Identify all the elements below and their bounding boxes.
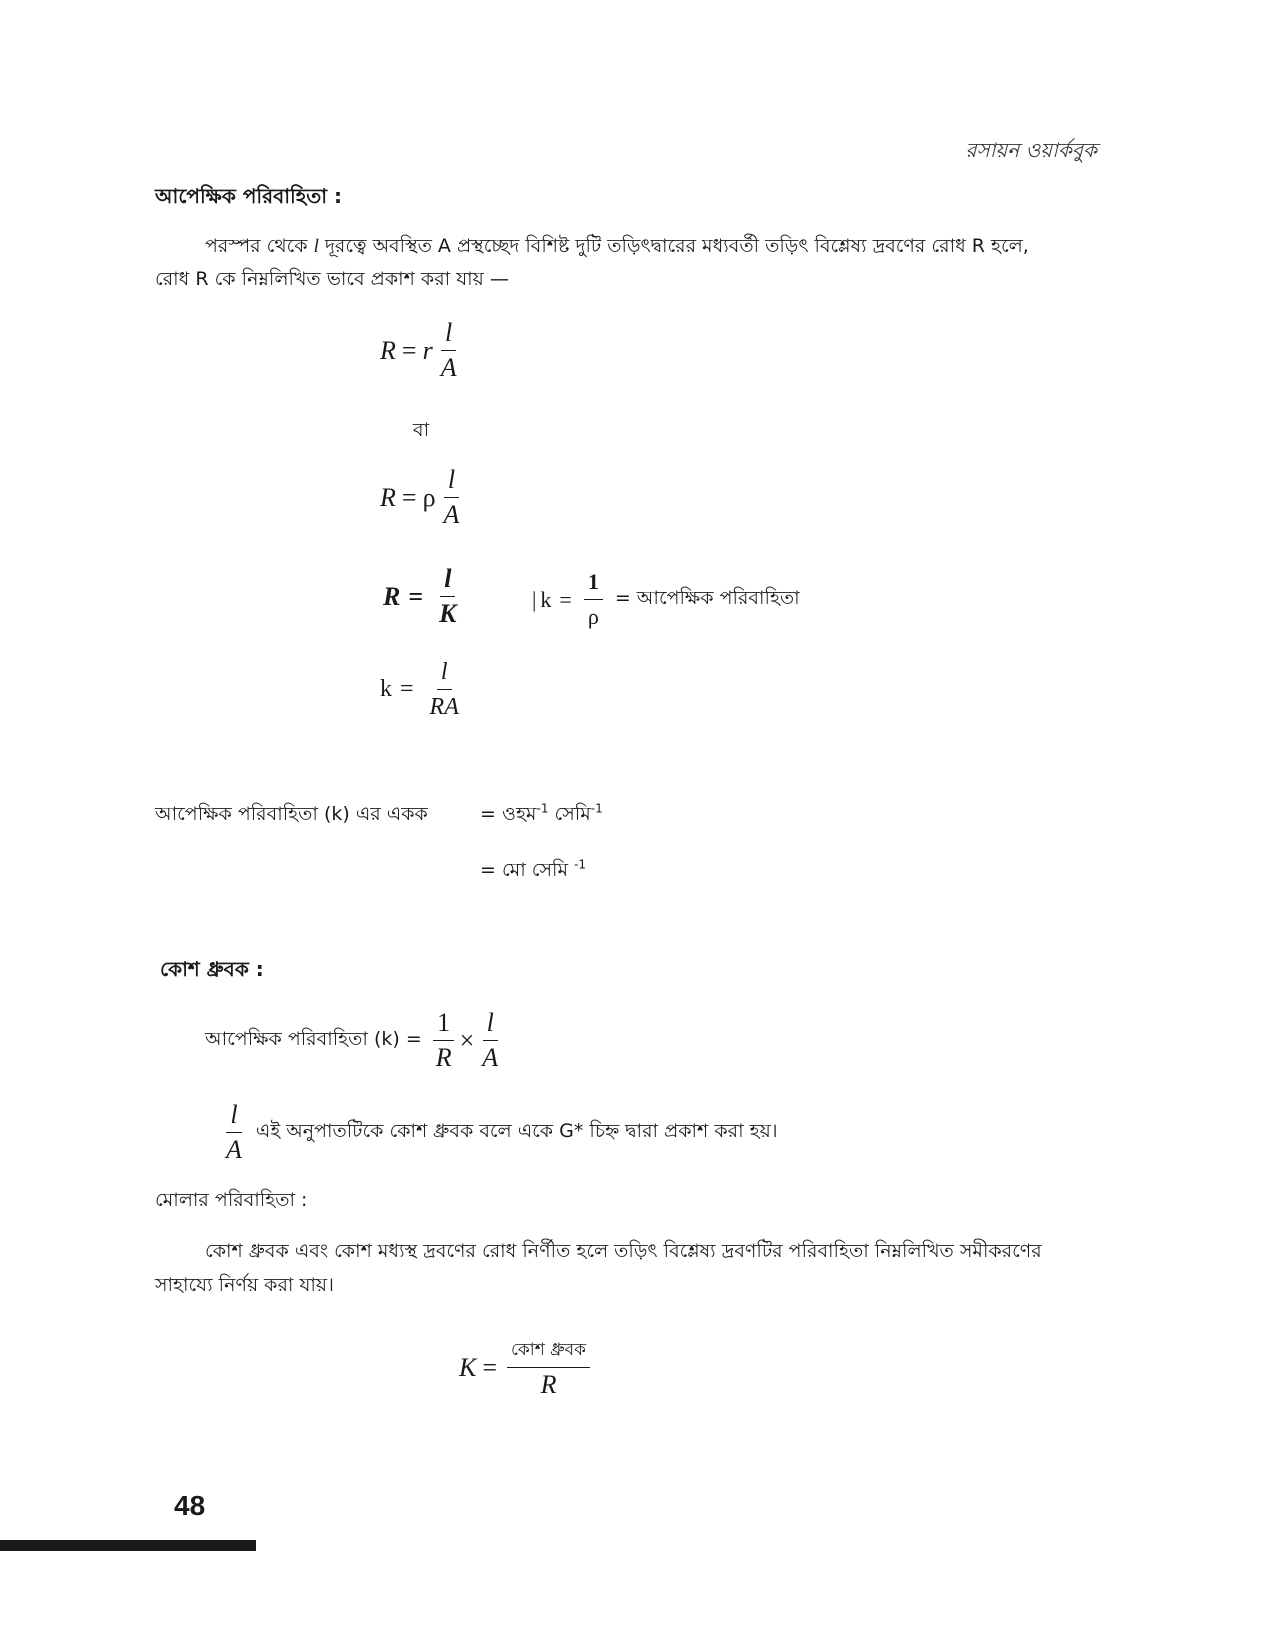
- paragraph-text: দূরত্বে অবস্থিত A প্রস্থচ্ছেদ বিশিষ্ট দুটি তড়িৎদ্বারের মধ্যবর্তী তড়িৎ বিশ্লেষ্য দ্রবণের রোধ R হলে,: [318, 235, 1029, 257]
- section-heading-cell-constant: কোশ ধ্রুবক :: [160, 957, 264, 981]
- unit-text: = মো সেমি: [480, 859, 575, 881]
- fraction: [426, 657, 463, 722]
- denominator: R: [540, 1370, 557, 1399]
- eq-label: আপেক্ষিক পরিবাহিতা (k) =: [205, 1027, 422, 1050]
- unit-label: আপেক্ষিক পরিবাহিতা (k) এর একক: [155, 803, 428, 825]
- denominator: ρ: [587, 604, 599, 629]
- superscript: -1: [536, 801, 549, 816]
- eq-sign: =: [482, 1352, 498, 1382]
- fraction: [435, 564, 460, 629]
- eq-sign: =: [401, 335, 417, 365]
- unit-text: = ওহম: [480, 803, 537, 825]
- eq-lhs: R: [380, 482, 396, 512]
- eq-sign: =: [559, 586, 572, 612]
- page-number: 48: [174, 1490, 206, 1521]
- equation-k-definition: [532, 567, 800, 632]
- ratio-statement: [218, 1100, 778, 1165]
- denominator: A: [440, 353, 457, 382]
- denominator: K: [439, 599, 457, 628]
- running-header: রসায়ন ওয়ার্কবুক: [965, 138, 1097, 162]
- eq-sign: =: [401, 482, 417, 512]
- eq-lhs: K: [459, 1352, 477, 1382]
- numerator: কোশ ধ্রুবক: [507, 1335, 590, 1368]
- numerator: 1: [433, 1008, 454, 1041]
- definition-text: = আপেক্ষিক পরিবাহিতা: [614, 586, 800, 609]
- denominator: A: [482, 1043, 499, 1072]
- denominator: A: [226, 1135, 242, 1164]
- fraction: [478, 1008, 502, 1073]
- paragraph-line-1: [205, 229, 1029, 264]
- fraction: [507, 1335, 590, 1400]
- unit-text: সেমি: [548, 803, 591, 825]
- denominator: R: [435, 1043, 452, 1072]
- numerator: l: [226, 1100, 241, 1133]
- equation-resistance-k: [383, 564, 465, 629]
- fraction: [440, 465, 464, 530]
- superscript: -1: [590, 801, 603, 816]
- numerator: l: [437, 657, 452, 690]
- equation-k-formula: [380, 657, 467, 722]
- superscript: -1: [574, 857, 587, 872]
- unit-line-2: [480, 856, 586, 888]
- equation-resistance-r: [380, 318, 465, 383]
- eq-coefficient: r: [422, 335, 433, 365]
- footer-bar: [0, 1540, 256, 1551]
- length-symbol: l: [313, 236, 319, 257]
- numerator: l: [440, 564, 455, 597]
- section-heading-relative-conductivity: আপেক্ষিক পরিবাহিতা :: [155, 184, 343, 208]
- fraction: [437, 318, 461, 383]
- paragraph-line-1: কোশ ধ্রুবক এবং কোশ মধ্যস্থ দ্রবণের রোধ নির্ণীত হলে তড়িৎ বিশ্লেষ্য দ্রবণটির পরিবাহিতা নিম্নলিখিত সমীকরণের: [205, 1240, 1042, 1262]
- eq-lhs: R: [383, 581, 401, 611]
- k-symbol: k: [540, 586, 552, 612]
- equation-cell-constant: [205, 1008, 506, 1073]
- eq-sign: =: [408, 581, 424, 611]
- eq-coefficient: ρ: [422, 482, 436, 512]
- times-sign: ×: [459, 1025, 475, 1055]
- numerator: l: [444, 465, 459, 498]
- unit-line-1: [480, 800, 603, 832]
- fraction: [432, 1008, 456, 1073]
- paragraph-line-2: সাহায্যে নির্ণয় করা যায়।: [155, 1274, 334, 1296]
- numerator: l: [441, 318, 456, 351]
- paragraph-text: পরস্পর থেকে: [205, 235, 314, 257]
- eq-lhs: k: [380, 676, 392, 702]
- numerator: l: [483, 1008, 498, 1041]
- ratio-text: এই অনুপাতটিকে কোশ ধ্রুবক বলে একে G* চিহ্ন দ্বারা প্রকাশ করা হয়।: [255, 1119, 778, 1142]
- fraction: [584, 567, 603, 632]
- section-heading-molar-conductivity: মোলার পরিবাহিতা :: [155, 1189, 308, 1211]
- separator-bar: |: [532, 586, 537, 612]
- numerator: 1: [584, 567, 603, 600]
- eq-lhs: R: [380, 335, 396, 365]
- denominator: RA: [429, 694, 459, 720]
- denominator: A: [443, 500, 460, 529]
- fraction: [222, 1100, 246, 1165]
- paragraph-line-2: রোধ R কে নিম্নলিখিত ভাবে প্রকাশ করা যায় —: [155, 268, 509, 290]
- equation-resistance-rho: [380, 465, 467, 530]
- equation-molar-conductivity: [459, 1335, 594, 1400]
- eq-sign: =: [400, 676, 414, 702]
- or-text: বা: [413, 419, 430, 441]
